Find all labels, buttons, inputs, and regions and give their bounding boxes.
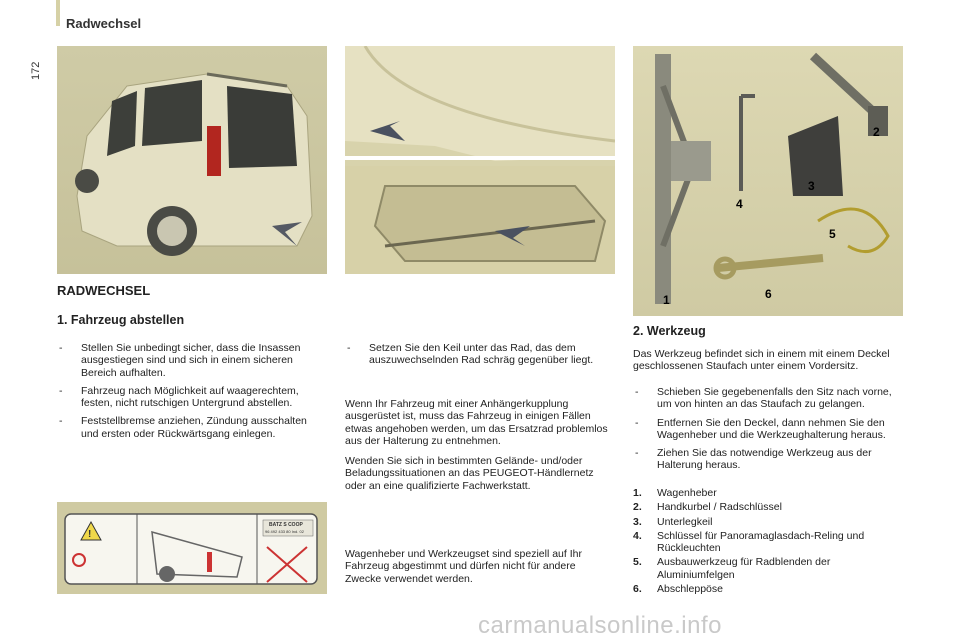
dealer-paragraph: Wenden Sie sich in bestimmten Gelände- und/oder Beladungssituationen an das PEUGEOT-Händlernetz oder an eine qualifizierte Fachwerkstatt. bbox=[345, 455, 594, 492]
list-item: - Fahrzeug nach Möglichkeit auf waagerechtem, festen, nicht rutschigen Untergrund abstellen. bbox=[57, 385, 327, 410]
tool-item-number: 5. bbox=[633, 556, 642, 569]
tool-item bbox=[633, 487, 901, 499]
tool-number-6: 6 bbox=[765, 287, 772, 301]
tool-item-number: 4. bbox=[633, 529, 642, 542]
page-number: 172 bbox=[30, 61, 42, 80]
list-item: - Setzen Sie den Keil unter das Rad, das dem auszuwechselnden Rad schräg gegenüber liegt. bbox=[345, 342, 615, 367]
tool-number-1: 1 bbox=[663, 293, 670, 307]
list-item: - Feststellbremse anziehen, Zündung ausschalten und ersten oder Rückwärtsgang einlegen. bbox=[57, 415, 327, 440]
tool-item-number: 1. bbox=[633, 487, 642, 499]
col3-instructions-list bbox=[633, 386, 901, 478]
list-item: - Stellen Sie unbedingt sicher, dass die Insassen ausgestiegen sind und sich in einem sicheren Bereich aufhalten. bbox=[57, 342, 327, 379]
tool-item-label: Abschleppöse bbox=[657, 583, 723, 596]
list-item: - Ziehen Sie das notwendige Werkzeug aus der Halterung heraus. bbox=[633, 447, 901, 472]
seat-storage-image bbox=[345, 46, 615, 274]
watermark: carmanualsonline.info bbox=[478, 612, 722, 639]
tool-item-label: Handkurbel / Radschlüssel bbox=[657, 501, 782, 514]
col2-instructions-list bbox=[345, 342, 615, 373]
warning-label-image bbox=[57, 502, 327, 594]
tool-usage-paragraph: Wagenheber und Werkzeugset sind speziell auf Ihr Fahrzeug abgestimmt und dürfen nicht für andere Zwecke verwendet werden. bbox=[345, 548, 582, 585]
trailer-hitch-paragraph: Wenn Ihr Fahrzeug mit einer Anhängerkupplung ausgerüstet ist, muss das Fahrzeug in einigen Fällen etwas angehoben werden, um das Ersatzrad problemlos aus der Halterung zu entnehmen. bbox=[345, 398, 608, 447]
tool-item bbox=[633, 530, 901, 555]
tools-illustration bbox=[633, 46, 903, 316]
tool-item-number: 3. bbox=[633, 515, 642, 528]
tool-number-4: 4 bbox=[736, 197, 743, 211]
tools-intro-paragraph: Das Werkzeug befindet sich in einem mit einem Deckel geschlossenen Staufach unter einem Vordersitz. bbox=[633, 348, 890, 373]
tool-number-2: 2 bbox=[873, 125, 880, 139]
subtitle-fahrzeug-abstellen: 1. Fahrzeug abstellen bbox=[57, 313, 185, 327]
car-illustration bbox=[57, 46, 327, 274]
svg-text:!: ! bbox=[88, 529, 92, 540]
subtitle-werkzeug: 2. Werkzeug bbox=[633, 324, 706, 338]
header-accent-bar bbox=[56, 0, 60, 26]
tool-item-label: Wagenheber bbox=[657, 487, 717, 499]
label-code: 96 492 433 80 Ind. 02 bbox=[265, 529, 304, 534]
tool-item bbox=[633, 583, 901, 595]
list-item: - Schieben Sie gegebenenfalls den Sitz nach vorne, um von hinten an das Staufach zu gelangen. bbox=[633, 386, 901, 411]
tool-item bbox=[633, 556, 901, 581]
list-item: - Entfernen Sie den Deckel, dann nehmen Sie den Wagenheber und die Werkzeughalterung heraus. bbox=[633, 417, 901, 442]
tools-list bbox=[633, 487, 901, 597]
tool-item-label: Unterlegkeil bbox=[657, 515, 713, 528]
page-header-title: Radwechsel bbox=[66, 16, 142, 31]
tool-item-label: Schlüssel für Panoramaglasdach-Reling und Rückleuchten bbox=[657, 529, 865, 555]
tool-number-3: 3 bbox=[808, 179, 815, 193]
tool-number-5: 5 bbox=[829, 227, 836, 241]
warning-label-illustration bbox=[57, 502, 327, 594]
label-brand: BATZ S COOP bbox=[269, 522, 303, 528]
section-title: RADWECHSEL bbox=[57, 283, 151, 298]
tools-image bbox=[633, 46, 903, 316]
tool-item-number: 2. bbox=[633, 501, 642, 514]
tool-item-number: 6. bbox=[633, 583, 642, 596]
car-image bbox=[57, 46, 327, 274]
tool-item bbox=[633, 501, 901, 513]
tool-item bbox=[633, 516, 901, 528]
col1-instructions-list bbox=[57, 342, 327, 446]
tool-item-label: Ausbauwerkzeug für Radblenden der Aluminiumfelgen bbox=[657, 556, 831, 581]
seat-illustration bbox=[345, 46, 615, 274]
